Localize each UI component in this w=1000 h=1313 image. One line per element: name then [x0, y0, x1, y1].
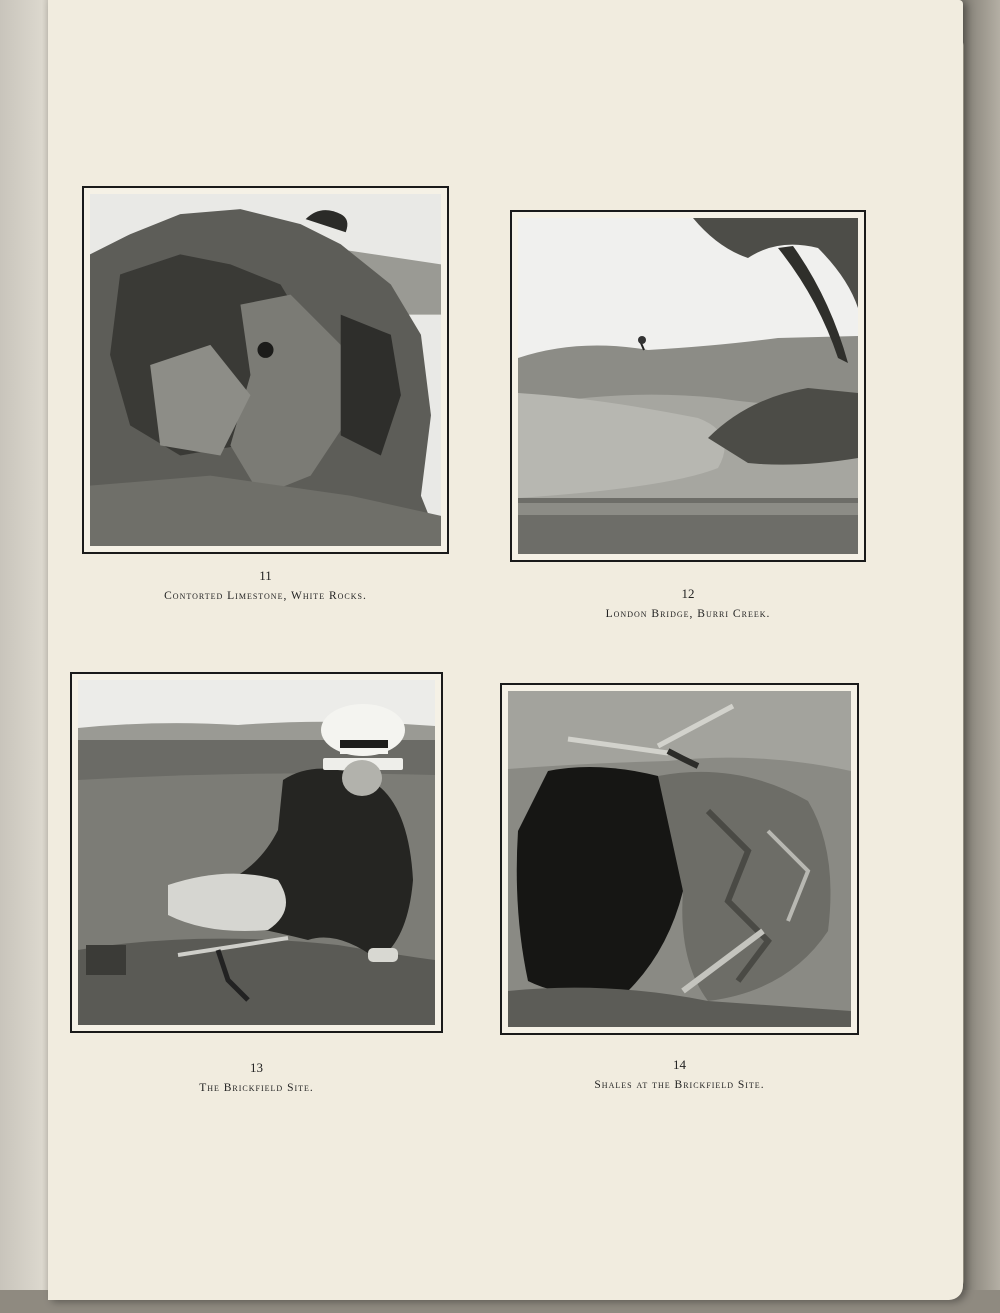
plate-title: Contorted Limestone, White Rocks.: [164, 590, 367, 602]
plate-11-photo: [82, 186, 449, 554]
plate-number: 12: [681, 586, 695, 601]
plate-14-caption: [500, 1057, 859, 1091]
plate-11-caption: [82, 568, 449, 602]
book-edge: [960, 0, 1000, 1313]
plate-12-photo: [510, 210, 866, 562]
plate-title: The Brickfield Site.: [199, 1082, 314, 1094]
plate-title: Shales at the Brickfield Site.: [594, 1079, 765, 1091]
plate-12-caption: [510, 586, 866, 620]
plate-number: 11: [259, 568, 272, 583]
plate-number: 13: [250, 1060, 263, 1075]
plate-title: London Bridge, Burri Creek.: [605, 608, 771, 620]
plate-13-caption: [70, 1060, 443, 1094]
plate-14-photo: [500, 683, 859, 1035]
plate-13-photo: [70, 672, 443, 1033]
plate-number: 14: [673, 1057, 686, 1072]
